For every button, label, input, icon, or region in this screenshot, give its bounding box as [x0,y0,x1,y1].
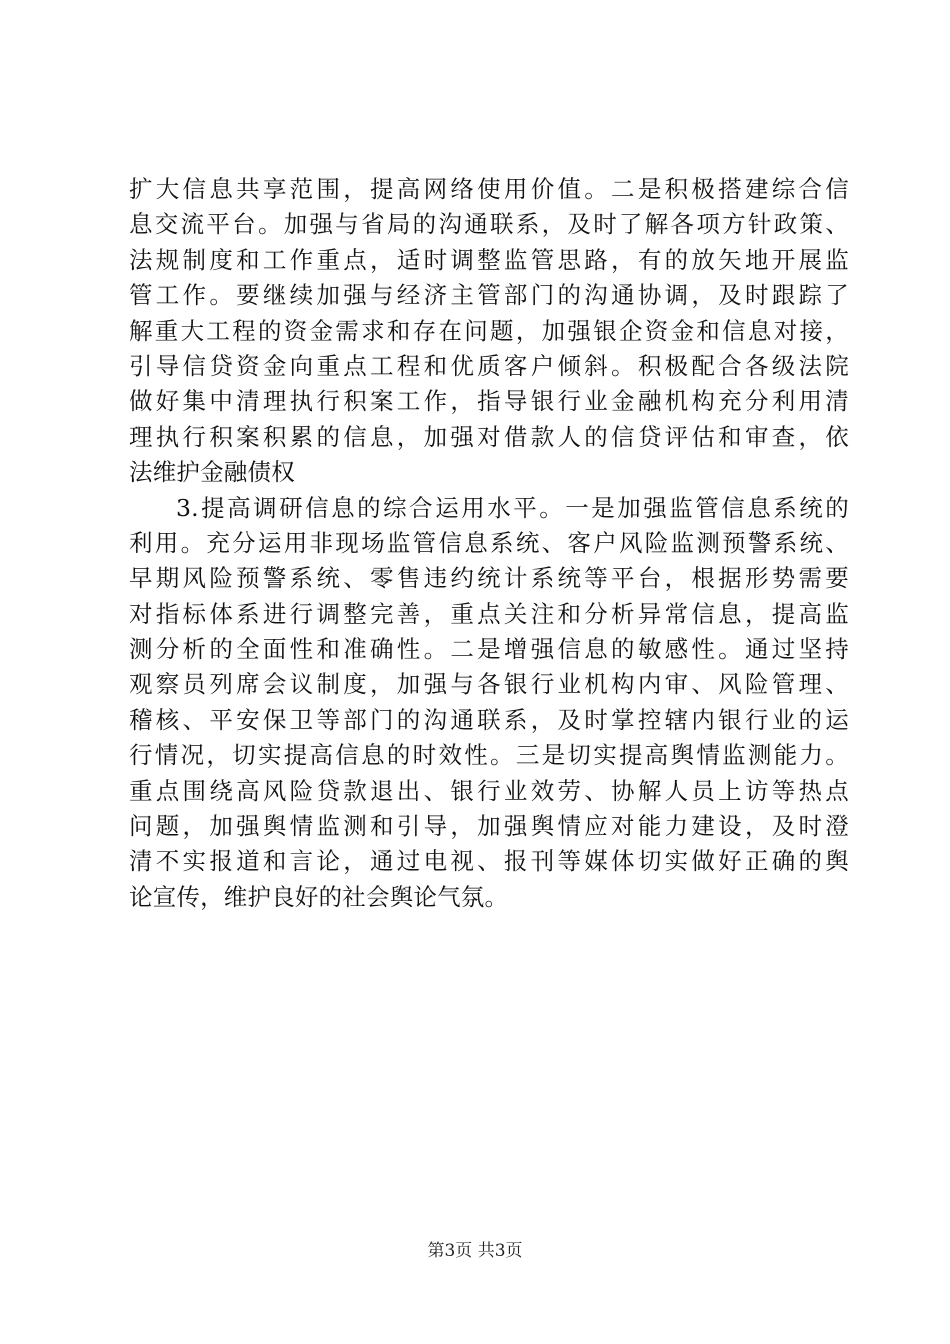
text-line: 扩大信息共享范围，提高网络使用价值。二是积极搭建综合信 [129,175,849,203]
text-line: 法规制度和工作重点，适时调整监管思路，有的放矢地开展监 [129,245,849,274]
text-line: 利用。充分运用非现场监管信息系统、客户风险监测预警系统、 [129,528,849,557]
text-line: 论宣传，维护良好的社会舆论气氛。 [129,882,509,911]
text-line: 引导信贷资金向重点工程和优质客户倾斜。积极配合各级法院 [129,351,849,380]
text-line: 息交流平台。加强与省局的沟通联系，及时了解各项方针政策、 [129,210,849,239]
text-line: 行情况，切实提高信息的时效性。三是切实提高舆情监测能力。 [129,741,849,770]
page-number-footer: 第3页 共3页 [427,1241,523,1261]
text-line: 观察员列席会议制度，加强与各银行业机构内审、风险管理、 [129,670,849,699]
text-line: 法维护金融债权 [129,458,295,487]
text-line: 清不实报道和言论，通过电视、报刊等媒体切实做好正确的舆 [129,847,849,876]
text-line: 稽核、平安保卫等部门的沟通联系，及时掌控辖内银行业的运 [129,705,849,734]
text-line: 早期风险预警系统、零售违约统计系统等平台，根据形势需要 [129,564,849,593]
text-line: 解重大工程的资金需求和存在问题，加强银企资金和信息对接， [129,316,849,345]
text-line: 对指标体系进行调整完善，重点关注和分析异常信息，提高监 [129,599,849,628]
text-line: 测分析的全面性和准确性。二是增强信息的敏感性。通过坚持 [129,635,849,664]
text-line: 问题，加强舆情监测和引导，加强舆情应对能力建设，及时澄 [129,812,849,841]
text-line: 做好集中清理执行积案工作，指导银行业金融机构充分利用清 [129,387,849,416]
document-body [129,172,849,915]
text-line: 理执行积案积累的信息，加强对借款人的信贷评估和审查，依 [129,422,849,451]
text-line: 管工作。要继续加强与经济主管部门的沟通协调，及时跟踪了 [129,281,849,310]
text-line: 重点围绕高风险贷款退出、银行业效劳、协解人员上访等热点 [129,776,849,805]
section-heading-line: 3.提高调研信息的综合运用水平。一是加强监管信息系统的 [176,493,849,522]
